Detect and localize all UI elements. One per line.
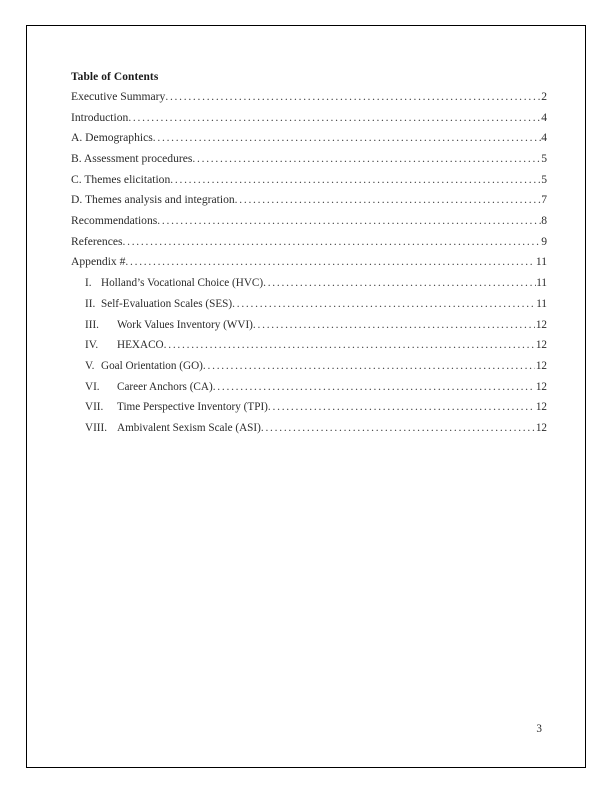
toc-entry-label: A. Demographics bbox=[71, 131, 153, 145]
toc-dot-leader bbox=[235, 190, 541, 211]
toc-entry[interactable] bbox=[71, 128, 547, 149]
toc-entry-page-number: 5 bbox=[541, 152, 547, 166]
table-of-contents-list bbox=[71, 87, 547, 439]
toc-entry-label: Holland’s Vocational Choice (HVC) bbox=[101, 277, 264, 290]
toc-entry-numeral: II. bbox=[85, 297, 96, 310]
toc-entry-page-number: 4 bbox=[541, 110, 547, 124]
toc-entry-label: C. Themes elicitation bbox=[71, 172, 171, 186]
toc-entry-page-number: 12 bbox=[535, 318, 547, 331]
toc-dot-leader bbox=[123, 232, 541, 253]
toc-entry[interactable] bbox=[71, 253, 547, 274]
toc-dot-leader bbox=[164, 335, 536, 356]
toc-dot-leader bbox=[170, 170, 540, 191]
toc-entry-label: Time Perspective Inventory (TPI) bbox=[117, 401, 268, 414]
toc-entry[interactable] bbox=[71, 211, 547, 232]
document-content bbox=[71, 70, 547, 439]
toc-entry-page-number: 4 bbox=[541, 131, 547, 145]
toc-dot-leader bbox=[261, 418, 535, 439]
toc-dot-leader bbox=[253, 315, 535, 336]
toc-entry[interactable] bbox=[71, 273, 547, 294]
toc-entry-page-number: 2 bbox=[541, 89, 547, 103]
toc-entry[interactable] bbox=[71, 397, 547, 418]
toc-dot-leader bbox=[165, 87, 540, 108]
toc-dot-leader bbox=[153, 128, 541, 149]
toc-entry-label: Recommendations bbox=[71, 214, 158, 228]
toc-dot-leader bbox=[203, 356, 535, 377]
toc-entry-page-number: 8 bbox=[541, 214, 547, 228]
toc-entry-page-number: 12 bbox=[535, 380, 547, 393]
toc-dot-leader bbox=[268, 397, 535, 418]
toc-entry[interactable] bbox=[71, 418, 547, 439]
toc-entry-label: Appendix # bbox=[71, 255, 126, 269]
toc-entry-label: Work Values Inventory (WVI) bbox=[117, 318, 253, 331]
toc-entry-page-number: 7 bbox=[541, 193, 547, 207]
toc-entry[interactable] bbox=[71, 149, 547, 170]
page-title: Table of Contents bbox=[71, 71, 159, 83]
toc-entry-page-number: 12 bbox=[535, 421, 547, 434]
toc-entry-label: Ambivalent Sexism Scale (ASI) bbox=[117, 421, 261, 434]
toc-dot-leader bbox=[263, 273, 536, 294]
toc-entry[interactable] bbox=[71, 315, 547, 336]
toc-entry-page-number: 12 bbox=[535, 359, 547, 372]
page-frame bbox=[26, 25, 586, 768]
toc-entry[interactable] bbox=[71, 377, 547, 398]
toc-entry-numeral: V. bbox=[85, 359, 95, 372]
toc-dot-leader bbox=[192, 149, 540, 170]
toc-entry[interactable] bbox=[71, 294, 547, 315]
toc-entry-label: Career Anchors (CA) bbox=[117, 380, 213, 393]
toc-entry-page-number: 11 bbox=[535, 255, 547, 269]
toc-entry-label: Goal Orientation (GO) bbox=[101, 359, 203, 372]
toc-entry-numeral: III. bbox=[85, 318, 99, 331]
toc-entry[interactable] bbox=[71, 170, 547, 191]
toc-entry-label: Introduction bbox=[71, 110, 129, 124]
toc-entry[interactable] bbox=[71, 190, 547, 211]
toc-entry-numeral: VIII. bbox=[85, 421, 108, 434]
toc-entry[interactable] bbox=[71, 108, 547, 129]
toc-entry[interactable] bbox=[71, 232, 547, 253]
toc-entry[interactable] bbox=[71, 335, 547, 356]
toc-entry-numeral: I. bbox=[85, 277, 92, 290]
toc-entry-label: B. Assessment procedures bbox=[71, 152, 193, 166]
toc-dot-leader bbox=[232, 294, 536, 315]
toc-entry-numeral: VI. bbox=[85, 380, 100, 393]
toc-entry[interactable] bbox=[71, 356, 547, 377]
footer-page-number: 3 bbox=[536, 723, 542, 735]
toc-dot-leader bbox=[128, 108, 540, 129]
toc-entry-page-number: 9 bbox=[541, 234, 547, 248]
toc-entry-numeral: VII. bbox=[85, 401, 104, 414]
toc-dot-leader bbox=[213, 377, 536, 398]
toc-entry-page-number: 12 bbox=[535, 401, 547, 414]
toc-entry-label: Executive Summary bbox=[71, 89, 166, 103]
toc-dot-leader bbox=[125, 253, 535, 274]
toc-entry-numeral: IV. bbox=[85, 339, 99, 352]
toc-entry-label: Self-Evaluation Scales (SES) bbox=[101, 297, 233, 310]
toc-entry-page-number: 11 bbox=[536, 297, 547, 310]
toc-entry-label: D. Themes analysis and integration bbox=[71, 193, 235, 207]
toc-entry-page-number: 12 bbox=[535, 339, 547, 352]
toc-entry[interactable] bbox=[71, 87, 547, 108]
toc-dot-leader bbox=[157, 211, 540, 232]
toc-entry-label: HEXACO bbox=[117, 339, 164, 352]
toc-entry-label: References bbox=[71, 234, 123, 248]
toc-entry-page-number: 5 bbox=[541, 172, 547, 186]
toc-entry-page-number: 11 bbox=[536, 277, 547, 290]
